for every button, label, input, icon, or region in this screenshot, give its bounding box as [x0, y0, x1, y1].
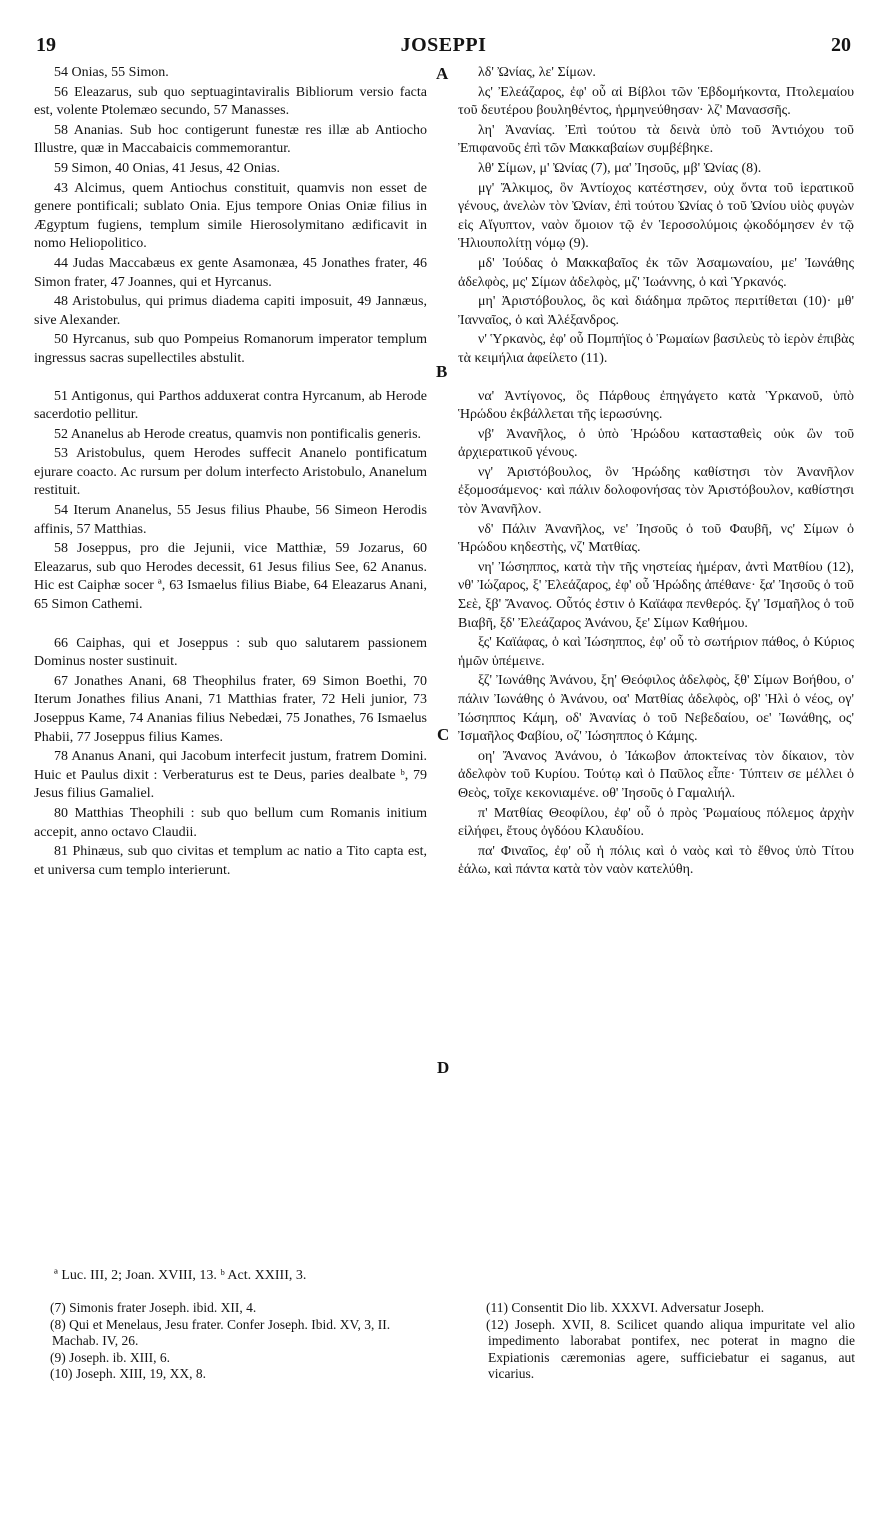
- footnote: (11) Consentit Dio lib. XXXVI. Adversatur Joseph.: [486, 1300, 765, 1315]
- latin-entry: 56 Eleazarus, sub quo septuagintaviralis Bibliorum versio facta est, volente Ptolemæo secundo, 57 Manasses.: [34, 84, 427, 119]
- latin-entry: 58 Joseppus, pro die Jejunii, vice Matthiæ, 59 Jozarus, 60 Eleazarus, sub quo Herodes decessit, 61 Jesus filius See, 62 Ananus. Hic est Caiphæ socer ª, 63 Ismaelus filius Biabe, 64 Eleazarus Anani, 65 Simon Cathemi.: [34, 541, 427, 613]
- latin-entry: 51 Antigonus, qui Parthos adduxerat contra Hyrcanum, ab Herode sacerdotio pellitur.: [34, 388, 427, 423]
- page-number-right: 20: [831, 34, 851, 56]
- greek-entry: μδ' Ἰούδας ὁ Μακκαβαῖος ἐκ τῶν Ἀσαμωναίου, με' Ἰωνάθης ἀδελφὸς, μς' Σίμων ἀδελφὸς, μζ' Ἰωάννης, ὁ καὶ Ὑρκανός.: [458, 255, 854, 290]
- latin-entry: 43 Alcimus, quem Antiochus constituit, quamvis non esset de genere pontificali; sublato Onia. Ejus tempore Onias Oniæ filius in Ægyptum fugiens, templum simile Hierosolymitano ædificavit in nomo Heliopolitico.: [34, 180, 427, 252]
- page-number-left: 19: [36, 34, 56, 56]
- greek-entry: ξς' Καϊάφας, ὁ καὶ Ἰώσηππος, ἐφ' οὗ τὸ σωτήριον πάθος, ὁ Κύριος ἡμῶν ὑπέμεινε.: [458, 635, 854, 669]
- latin-column: [34, 64, 427, 881]
- latin-entry: 54 Iterum Ananelus, 55 Jesus filius Phaube, 56 Simeon Herodis affinis, 57 Matthias.: [34, 503, 427, 537]
- latin-entry: 80 Matthias Theophili : sub quo bellum cum Romanis initium accepit, anno octavo Claudii.: [34, 805, 427, 840]
- greek-column: [458, 64, 854, 881]
- greek-entry: νη' Ἰώσηππος, κατὰ τὴν τῆς νηστείας ἡμέραν, ἀντὶ Ματθίου (12), νθ' Ἰώζαρος, ξ' Ἐλεάζαρος, ἐφ' οὗ Ἡρώδης ἀπέθανε· ξα' Ἰησοῦς ὁ τοῦ Σεὲ, ξβ' Ἄνανος. Οὗτός ἐστιν ὁ Καϊάφα πενθερός. ξγ' Ἰσμαῆλος ὁ τοῦ Βιαβῆ, ξδ' Ἐλεάζαρος Ἀνάνου, ξε' Σίμων Καθήμου.: [458, 559, 854, 631]
- greek-entry: λθ' Σίμων, μ' Ὠνίας (7), μα' Ἰησοῦς, μβ' Ὠνίας (8).: [478, 160, 762, 176]
- section-marker-d: D: [437, 1058, 450, 1077]
- latin-entry: 50 Hyrcanus, sub quo Pompeius Romanorum imperator templum ingressus sacras supellectiles abstulit.: [34, 332, 427, 366]
- greek-entry: νβ' Ἀνανῆλος, ὁ ὑπὸ Ἡρώδου κατασταθεὶς οὐκ ὢν τοῦ ἀρχιερατικοῦ γένους.: [458, 426, 854, 461]
- greek-entry: νδ' Πάλιν Ἀνανῆλος, νε' Ἰησοῦς ὁ τοῦ Φαυβῆ, νς' Σίμων ὁ Ἡρώδου κηδεστὴς, νζ' Ματθίας.: [458, 521, 854, 556]
- greek-entry: λς' Ἐλεάζαρος, ἐφ' οὗ αἱ Βίβλοι τῶν Ἑβδομήκοντα, Πτολεμαίου τοῦ δευτέρου βουληθέντος, ἡρμηνεύθησαν· λζ' Μανασσῆς.: [458, 84, 854, 119]
- running-title: JOSEPPI: [400, 34, 487, 56]
- footnote: (10) Joseph. XIII, 19, XX, 8.: [50, 1366, 206, 1381]
- latin-entry: 58 Ananias. Sub hoc contigerunt funestæ res illæ ab Antiocho Illustre, quæ in Maccabaicis commemorantur.: [34, 122, 427, 157]
- greek-entry: λη' Ἀνανίας. Ἐπὶ τούτου τὰ δεινὰ ὑπὸ τοῦ Ἀντιόχου τοῦ Ἐπιφανοῦς ἐπὶ τῶν Μακκαβαίων συμβέβηκε.: [458, 122, 854, 157]
- latin-entry: 44 Judas Maccabæus ex gente Asamonæa, 45 Jonathes frater, 46 Simon frater, 47 Joannes, qui et Hyrcanus.: [34, 255, 427, 290]
- greek-entry: νγ' Ἀριστόβουλος, ὃν Ἡρώδης καθίστησι τὸν Ἀνανῆλον ἐξομοσάμενος· καὶ πάλιν δολοφονήσας τὸν Ἀριστόβουλον, καθίστησι τὸν Ἀνανῆλον.: [458, 464, 854, 518]
- scripture-footnote: ª Luc. III, 2; Joan. XVIII, 13. ᵇ Act. XXIII, 3.: [54, 1268, 307, 1283]
- greek-entry: μγ' Ἄλκιμος, ὃν Ἀντίοχος κατέστησεν, οὐχ ὄντα τοῦ ἱερατικοῦ γένους, ἀνελὼν τὸν Ὠνίαν, ἐπὶ τούτου Ὠνίας ὁ τοῦ Ὠνίου υἱὸς φυγὼν εἰς Αἴγυπτον, ναὸν ὅμοιον τῷ ἐν Ἱεροσολύμοις ᾠκοδόμησεν ἐν τῷ Ἡλιουπολίτῃ νόμῳ (9).: [458, 180, 854, 252]
- footnote: (8) Qui et Menelaus, Jesu frater. Confer Joseph. Ibid. XV, 3, II. Machab. IV, 26.: [50, 1316, 391, 1348]
- footnotes-left: [34, 1300, 434, 1383]
- greek-entry: ξζ' Ἰωνάθης Ἀνάνου, ξη' Θεόφιλος ἀδελφὸς, ξθ' Σίμων Βοήθου, ο' πάλιν Ἰωνάθης ὁ Ἀνάνου, οα' Ματθίας ἀδελφὸς, οβ' Ἡλὶ ὁ νέος, ογ' Ἰώσηππος Κάμη, οδ' Ἀνανίας ὁ τοῦ Νεβεδαίου, οε' Ἰωνάθης, ος' Ἰσμαῆλος Φαβίου, οζ' Ἰώσηππος ὁ Κάμης.: [458, 673, 854, 745]
- greek-entry: να' Ἀντίγονος, ὃς Πάρθους ἐπηγάγετο κατὰ Ὑρκανοῦ, ὑπὸ Ἡρώδου ἐκβάλλεται τῆς ἱερωσύνης.: [458, 388, 854, 423]
- greek-entry: πα' Φιναῖος, ἐφ' οὗ ἡ πόλις καὶ ὁ ναὸς καὶ τὸ ἔθνος ὑπὸ Τίτου ἑάλω, καὶ πάντα κατὰ τὸν ναὸν κατελύθη.: [458, 843, 854, 878]
- latin-entry: 67 Jonathes Anani, 68 Theophilus frater, 69 Simon Boethi, 70 Iterum Jonathes filius Anani, 71 Matthias frater, 72 Heli junior, 73 Joseppus Kame, 74 Ananias filius Nebedæi, 75 Jonathes, 76 Ismaelus Phabii, 77 Joseppus filius Kames.: [34, 673, 427, 745]
- latin-entry: 52 Ananelus ab Herode creatus, quamvis non pontificalis generis.: [54, 426, 422, 442]
- footnotes-right: [470, 1300, 855, 1383]
- latin-entry: 54 Onias, 55 Simon.: [54, 65, 169, 80]
- section-marker-c: C: [437, 725, 450, 744]
- latin-entry: 66 Caiphas, qui et Joseppus : sub quo salutarem passionem Dominus noster sustinuit.: [34, 635, 427, 670]
- latin-entry: 78 Ananus Anani, qui Jacobum interfecit justum, fratrem Domini. Huic et Paulus dixit : Verberaturus est te Deus, paries dealbate ᵇ, 79 Jesus filius Gamaliel.: [34, 749, 427, 802]
- greek-entry: οη' Ἄνανος Ἀνάνου, ὁ Ἰάκωβον ἀποκτείνας τὸν δίκαιον, τὸν ἀδελφὸν τοῦ Κυρίου. Τούτῳ καὶ ὁ Παῦλος εἶπε· Τύπτειν σε μέλλει ὁ Θεὸς, τοῖχε κεκονιαμένε. οθ' Ἰησοῦς ὁ Γαμαλιήλ.: [458, 748, 854, 801]
- latin-entry: 81 Phinæus, sub quo civitas et templum ac natio a Tito capta est, et universa cum templo interierunt.: [34, 844, 427, 878]
- footnote: (9) Joseph. ib. XIII, 6.: [50, 1349, 170, 1365]
- latin-entry: 59 Simon, 40 Onias, 41 Jesus, 42 Onias.: [54, 160, 280, 176]
- footnote: (7) Simonis frater Joseph. ibid. XII, 4.: [50, 1300, 257, 1315]
- latin-entry: 48 Aristobulus, qui primus diadema capiti imposuit, 49 Jannæus, sive Alexander.: [34, 294, 427, 328]
- latin-entry: 53 Aristobulus, quem Herodes suffecit Ananelo pontificatum ejurare coacto. Ac rursum per dolum interfecto Aristobulo, Ananelum restituit.: [34, 446, 427, 499]
- section-marker-a: A: [436, 64, 449, 83]
- page-header: [36, 34, 851, 60]
- greek-entry: π' Ματθίας Θεοφίλου, ἐφ' οὗ ὁ πρὸς Ῥωμαίους πόλεμος ἀρχὴν εἰλήφει, ἔτους ὀγδόου Κλαυδίου.: [458, 805, 854, 840]
- greek-entry: μη' Ἀριστόβουλος, ὃς καὶ διάδημα πρῶτος περιτίθεται (10)· μθ' Ἰανναῖος, ὁ καὶ Ἀλέξανδρος.: [458, 294, 854, 328]
- section-marker-b: B: [436, 362, 448, 381]
- footnote: (12) Joseph. XVII, 8. Scilicet quando aliqua impuritate vel alio impedimento laborabat pontifex, nec poterat in magno die Expiationis cæremonias agere, sufficiebatur ei saganus, aut vicarius.: [486, 1316, 855, 1381]
- greek-entry: ν' Ὑρκανὸς, ἐφ' οὗ Πομπήϊος ὁ Ῥωμαίων βασιλεὺς τὸ ἱερὸν ἐπιβὰς τὰ κειμήλια ἀφείλετο (11).: [458, 332, 854, 366]
- greek-entry: λδ' Ὠνίας, λε' Σίμων.: [478, 65, 596, 80]
